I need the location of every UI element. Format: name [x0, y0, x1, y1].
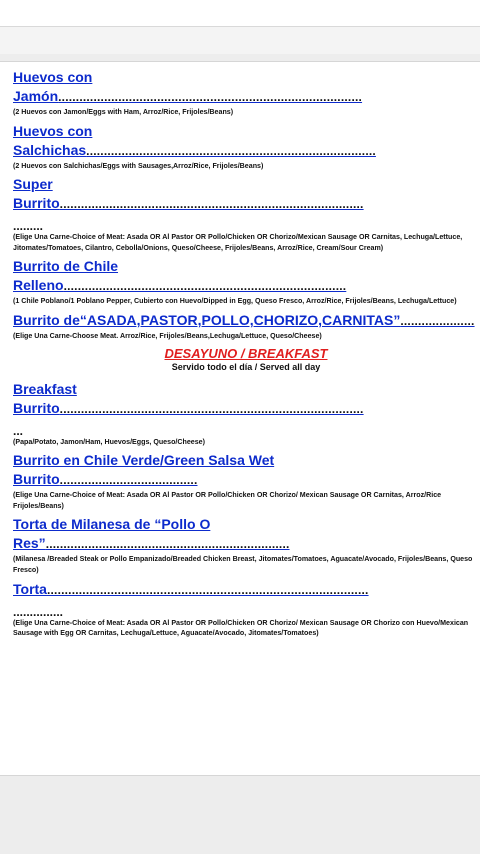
item-title-line2 [13, 276, 479, 296]
item-description: (Milanesa /Breaded Steak or Pollo Empanizado/Breaded Chicken Breast, Jitomates/Tomatoes, Aguacate/Avocado, Frijoles/Beans, Queso Fresco) [13, 555, 473, 574]
item-title-line1: Super [13, 176, 53, 193]
leader-dots: ...................................................................................... [59, 197, 364, 212]
item-title-line1: Burrito de Chile [13, 258, 119, 275]
leader-dots: ........................................................................................... [46, 582, 369, 597]
leader-dots: ..................................................................... [45, 537, 290, 552]
leader-dots: ..................... [400, 313, 475, 328]
item-description: (2 Huevos con Salchichas/Eggs with Sausages,Arroz/Rice, Frijoles/Beans) [13, 161, 264, 170]
item-title-line1: Huevos con [13, 69, 93, 85]
leader-dots: ................................................................................ [63, 279, 347, 294]
item-name: Burrito [13, 195, 60, 212]
menu-item-huevos-jamon [13, 68, 479, 118]
menu-item-breakfast-burrito [13, 380, 479, 448]
item-description: (Elige Una Carne-Choice of Meat: Asada OR Al Pastor OR Pollo/Chicken OR Chorizo/Mexican Sausage OR Carnitas, Lechuga/Lettuce, Jitomates/Tomatoes, Cilantro, Cebolla/Onions, Queso/Cheese, Frijoles/Beans, Arroz/Rice, Cream/Sour Cream) [13, 233, 463, 252]
leader-dots-continued: ............... [13, 605, 64, 618]
top-bar [0, 0, 480, 54]
leader-dots-continued: ... [13, 424, 24, 437]
leader-dots: ....................................... [59, 473, 198, 488]
menu-content [13, 68, 479, 643]
leader-dots: .................................................................................. [86, 143, 376, 158]
menu-item-huevos-salchichas [13, 122, 479, 172]
section-title: DESAYUNO / BREAKFAST [164, 345, 328, 361]
leader-dots: ...................................................................................... [58, 90, 363, 104]
menu-item-super-burrito [13, 175, 479, 253]
item-description: (Elige Una Carne-Choice of Meat: Asada OR Al Pastor OR Pollo/Chicken OR Chorizo/ Mexican Sausage OR Chorizo con Huevo/Mexican Sausage with Egg OR Carnitas, Lechuga/Lettuce, Aguacate/Avocado, Jitomates/Tomatoes) [13, 618, 469, 638]
item-name: Relleno [13, 277, 64, 294]
menu-item-burrito-chile-relleno [13, 257, 479, 307]
menu-item-torta-milanesa [13, 515, 479, 575]
item-description: (Elige Una Carne-Choose Meat. Arroz/Rice, Frijoles/Beans,Lechuga/Lettuce, Queso/Cheese) [13, 331, 322, 340]
item-title-line2 [13, 534, 479, 554]
top-bar-strip [0, 0, 480, 27]
leader-dots: ...................................................................................... [59, 401, 364, 416]
item-title-line1: Breakfast [13, 380, 77, 397]
item-title-line2 [13, 470, 479, 490]
menu-item-burrito-meats [13, 311, 479, 342]
item-title-line1: Burrito en Chile Verde/Green Salsa Wet [13, 452, 275, 469]
item-description: (2 Huevos con Jamon/Eggs with Ham, Arroz/Rice, Frijoles/Beans) [13, 108, 234, 116]
item-title-line2 [13, 580, 479, 600]
item-description: (Elige Una Carne-Choice of Meat: Asada OR Al Pastor OR Pollo/Chicken OR Chorizo/ Mexican Sausage OR Carnitas, Arroz/Rice Frijoles/Beans) [13, 491, 442, 510]
section-subtitle: Servido todo el día / Served all day [171, 361, 321, 372]
item-name: Burrito [13, 471, 60, 488]
menu-item-torta [13, 580, 479, 639]
item-name: Res” [13, 535, 46, 552]
item-name: Burrito [13, 399, 60, 416]
item-name: Salchichas [13, 141, 87, 158]
leader-dots-continued: ......... [13, 220, 44, 233]
item-name: Torta [13, 580, 47, 597]
menu-item-burrito-chile-verde [13, 451, 479, 511]
item-name: Jamón [13, 88, 59, 104]
item-title-line1 [13, 311, 479, 331]
item-description: (Papa/Potato, Jamon/Ham, Huevos/Eggs, Queso/Cheese) [13, 437, 205, 446]
item-title-line2 [13, 141, 479, 161]
item-title-line2 [13, 399, 479, 419]
item-title-line2 [13, 194, 479, 214]
item-description: (1 Chile Poblano/1 Poblano Pepper, Cubierto con Huevo/Dipped in Egg, Queso Fresco, Arroz/Rice, Frijoles/Beans, Lechuga/Lettuce) [13, 297, 457, 306]
item-title-line2 [13, 87, 479, 107]
item-title-line1: Torta de Milanesa de “Pollo O [13, 516, 211, 533]
item-title-line1: Huevos con [13, 122, 93, 139]
item-name: Burrito de“ASADA,PASTOR,POLLO,CHORIZO,CARNITAS” [13, 311, 401, 328]
